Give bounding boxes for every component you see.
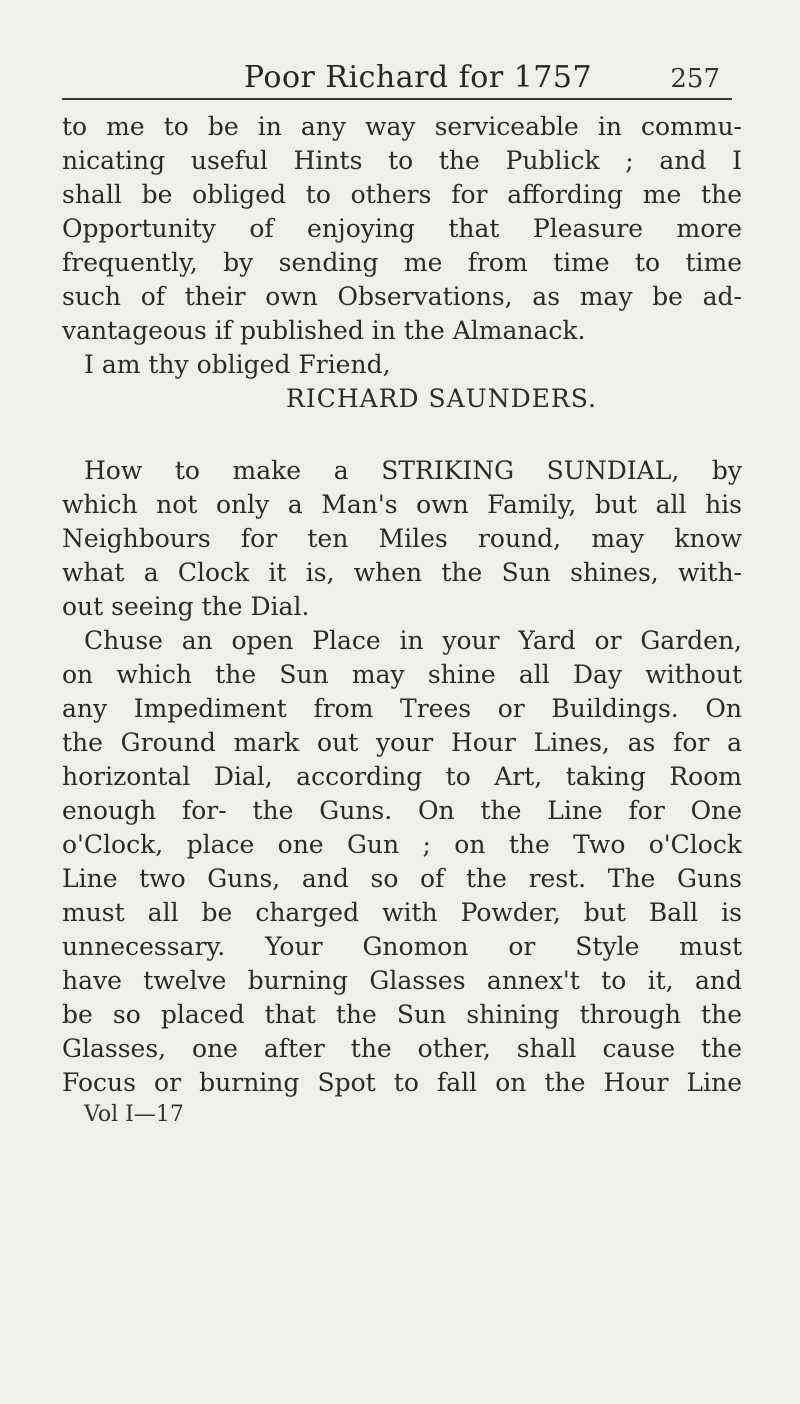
text-line: Neighbours for ten Miles round, may know xyxy=(62,524,742,553)
paragraph-gap xyxy=(62,416,742,454)
text-line: o'Clock, place one Gun ; on the Two o'Clock xyxy=(62,830,742,859)
text-line: nicating useful Hints to the Publick ; and I xyxy=(62,146,742,175)
text-line: must all be charged with Powder, but Ball is xyxy=(62,898,742,927)
text-line: which not only a Man's own Family, but all his xyxy=(62,490,742,519)
letter-closing: I am thy obliged Friend, xyxy=(84,350,391,379)
text-line: horizontal Dial, according to Art, taking Room xyxy=(62,762,742,791)
text-line: have twelve burning Glasses annex't to it, and xyxy=(62,966,742,995)
page-text xyxy=(62,110,742,1130)
text-line: be so placed that the Sun shining through the xyxy=(62,1000,742,1029)
text-line: vantageous if published in the Almanack. xyxy=(62,316,586,345)
text-line: Glasses, one after the other, shall cause the xyxy=(62,1034,742,1063)
page-number: 257 xyxy=(670,64,720,94)
text-line: Chuse an open Place in your Yard or Garden, xyxy=(84,626,742,655)
text-line: to me to be in any way serviceable in commu- xyxy=(62,112,742,141)
text-line: Line two Guns, and so of the rest. The Guns xyxy=(62,864,742,893)
text-line: such of their own Observations, as may be ad- xyxy=(62,282,742,311)
text-line: out seeing the Dial. xyxy=(62,592,310,621)
header-rule xyxy=(62,98,732,100)
text-line: the Ground mark out your Hour Lines, as for a xyxy=(62,728,742,757)
text-line: enough for- the Guns. On the Line for One xyxy=(62,796,742,825)
sundial-heading-paragraph xyxy=(62,454,742,624)
text-line: Focus or burning Spot to fall on the Hour Line xyxy=(62,1068,742,1097)
text-line: unnecessary. Your Gnomon or Style must xyxy=(62,932,742,961)
text-line: what a Clock it is, when the Sun shines, with- xyxy=(62,558,742,587)
letter-paragraph xyxy=(62,110,742,416)
sundial-instructions-paragraph xyxy=(62,624,742,1100)
page-header xyxy=(128,60,720,100)
text-line: any Impediment from Trees or Buildings. On xyxy=(62,694,742,723)
letter-signature: RICHARD SAUNDERS. xyxy=(286,384,597,413)
running-head: Poor Richard for 1757 xyxy=(243,60,593,95)
text-line: Opportunity of enjoying that Pleasure more xyxy=(62,214,742,243)
text-line: frequently, by sending me from time to time xyxy=(62,248,742,277)
text-line: on which the Sun may shine all Day without xyxy=(62,660,742,689)
signature-mark: Vol I—17 xyxy=(84,1102,184,1127)
text-line: shall be obliged to others for affording me the xyxy=(62,180,742,209)
text-line: How to make a STRIKING SUNDIAL, by xyxy=(84,456,742,485)
